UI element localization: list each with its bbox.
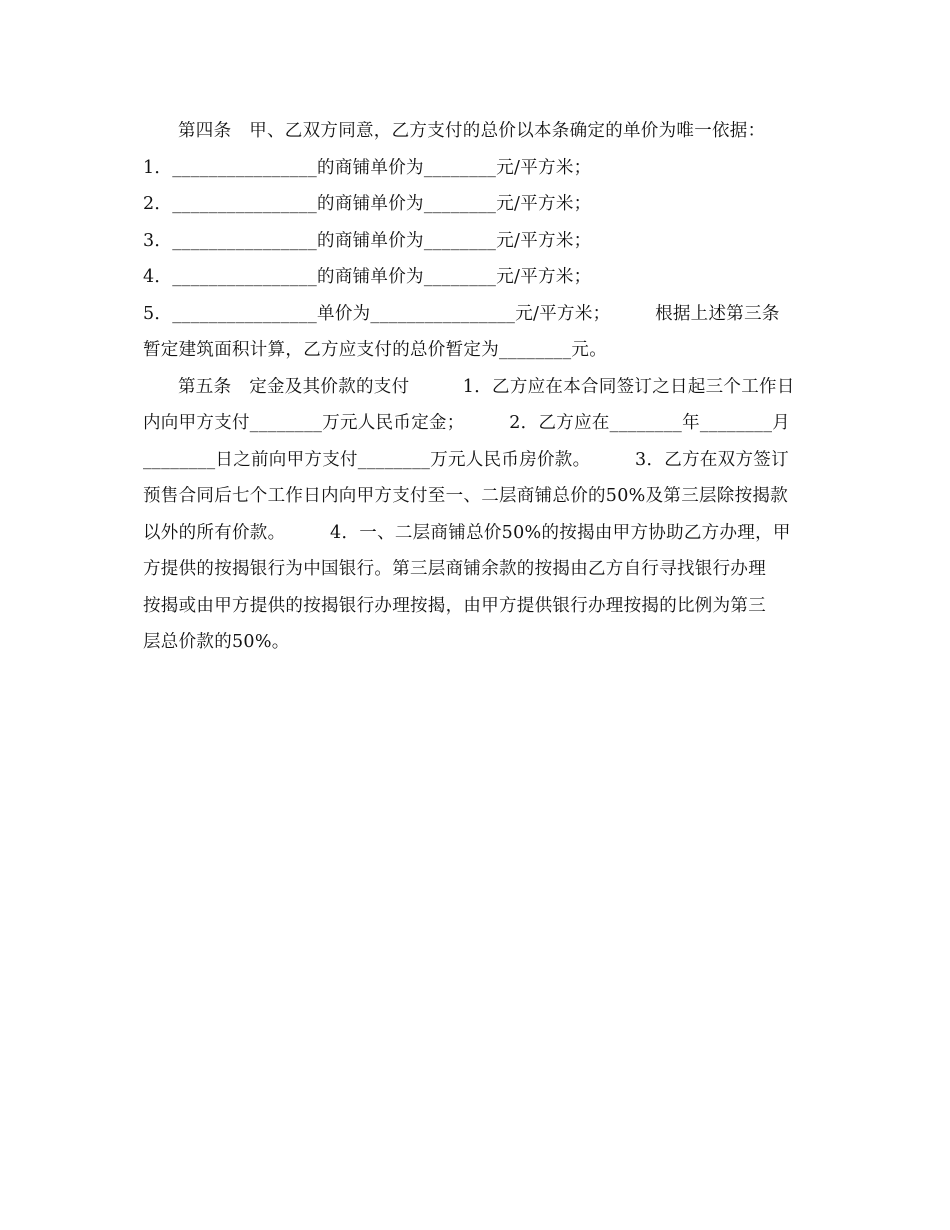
document-body xyxy=(143,113,811,661)
clause-5-line-7: 按揭或由甲方提供的按揭银行办理按揭，由甲方提供银行办理按揭的比例为第三 xyxy=(143,595,766,616)
clause-4-item-5: 5．________________单价为________________元/平方米； 根据上述第三条 xyxy=(143,303,780,324)
clause-4-item-4: 4．________________的商铺单价为________元/平方米； xyxy=(143,267,592,287)
clause-4-item-3: 3．________________的商铺单价为________元/平方米； xyxy=(143,230,592,251)
clause-5-line-3: ________日之前向甲方支付________万元人民币房价款。 3．乙方在双方签订 xyxy=(143,449,789,470)
clause-5-line-4: 预售合同后七个工作日内向甲方支付至一、二层商铺总价的50%及第三层除按揭款 xyxy=(143,486,788,506)
clause-4-heading: 第四条 甲、乙双方同意，乙方支付的总价以本条确定的单价为唯一依据： xyxy=(178,121,766,141)
clause-4-item-2: 2．________________的商铺单价为________元/平方米； xyxy=(143,194,592,214)
clause-5-line-2: 内向甲方支付________万元人民币定金； 2．乙方应在________年________月 xyxy=(143,413,791,433)
clause-5-line-6: 方提供的按揭银行为中国银行。第三层商铺余款的按揭由乙方自行寻找银行办理 xyxy=(143,559,766,579)
clause-5-line-5: 以外的所有价款。 4．一、二层商铺总价50%的按揭由甲方协助乙方办理，甲 xyxy=(143,522,791,543)
clause-4-item-1: 1．________________的商铺单价为________元/平方米； xyxy=(143,157,592,178)
clause-5-line-1: 第五条 定金及其价款的支付 1．乙方应在本合同签订之日起三个工作日 xyxy=(178,376,795,397)
clause-5-line-8: 层总价款的50%。 xyxy=(143,632,290,652)
clause-4-total-price: 暂定建筑面积计算，乙方应支付的总价暂定为________元。 xyxy=(143,340,607,360)
